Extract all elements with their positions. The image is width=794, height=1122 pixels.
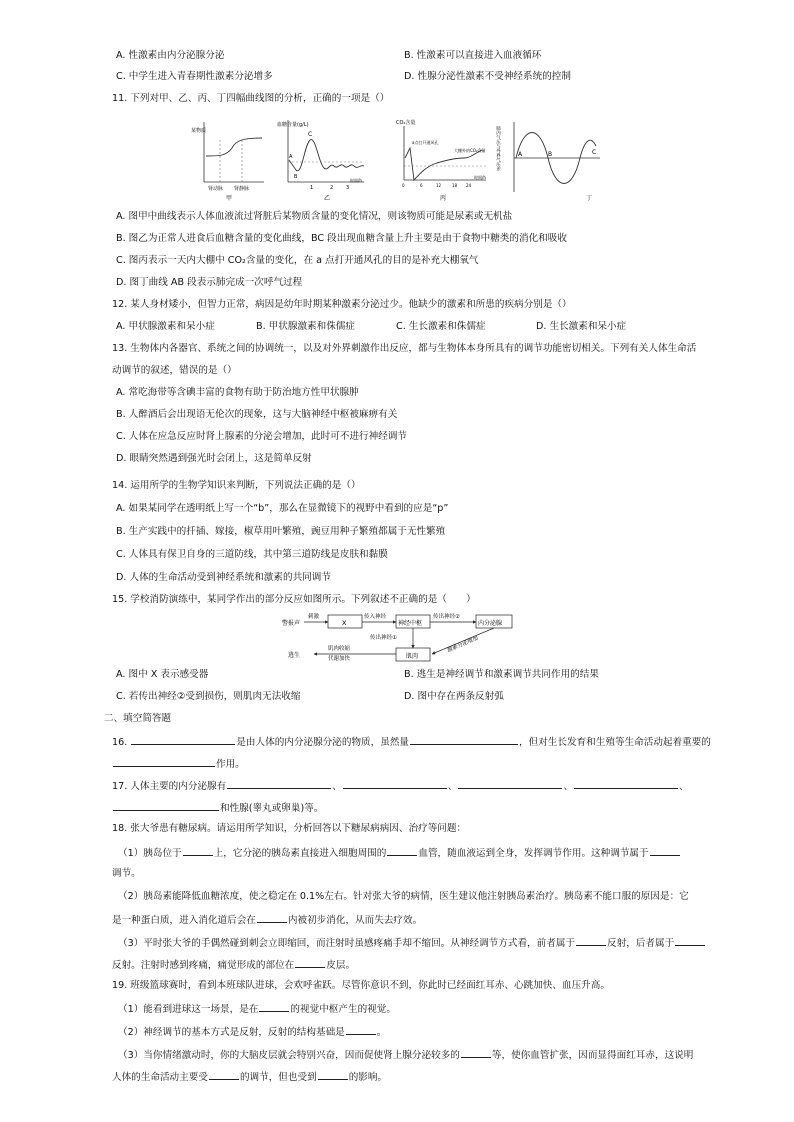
figure-jia (190, 118, 268, 202)
jia-x2: 肾静脉 (234, 186, 250, 192)
q10-option-c: C. 中学生进入青春期性激素分泌增多 (116, 71, 273, 82)
yi-ylabel: 血糖含量(g/L) (277, 122, 309, 128)
q19-p4-text-c: 的影响。 (348, 1072, 388, 1083)
bing-t18: 18 (452, 183, 458, 188)
q17-sep: 、 (679, 781, 689, 792)
q19-p3-text-b: 等，使你血管扩张，因而显得面红耳赤，这说明 (491, 1050, 694, 1061)
q17-text-2: 和性腺(睾丸或卵巢)等。 (220, 803, 324, 814)
q19-blank-1[interactable] (259, 1002, 289, 1012)
q18-p2-cont (112, 913, 422, 927)
q17-sep: 、 (332, 781, 342, 792)
q13-option-a: A. 常吃海带等含碘丰富的食物有助于防治地方性甲状腺肿 (116, 387, 359, 398)
bing-caption: 丙 (440, 195, 447, 202)
ding-b: B (548, 151, 553, 158)
ding-c: C (592, 149, 597, 156)
q17-line2 (112, 801, 323, 815)
q18-blank-1[interactable] (183, 846, 213, 856)
q15-option-a: A. 图中 X 表示感受器 (116, 669, 209, 680)
q11-option-c: C. 图丙表示一天内大棚中 CO₂含量的变化，在 a 点打开通风孔的目的是补充大棚氧气 (116, 255, 479, 266)
q14-stem: 14. 运用所学的生物学知识来判断，下列说法正确的是（） (112, 480, 361, 491)
flow-contract1: 肌肉收缩 (328, 646, 351, 652)
flow-escape: 逃生 (288, 652, 301, 659)
q13-stem-line2: 动调节的叙述，错误的是（） (112, 365, 237, 376)
q16-blank-3[interactable] (113, 757, 215, 767)
flow-muscle: 肌肉 (406, 653, 419, 660)
flow-afferent: 传入神经 (364, 614, 387, 620)
flow-efferent2: 传出神经② (433, 614, 460, 620)
flow-hormone: 激素分泌增加 (446, 635, 480, 654)
q12-option-a: A. 甲状腺激素和呆小症 (116, 321, 215, 332)
q16-line2 (112, 757, 245, 771)
q18-p3-text-a: （3）平时张大爷的手偶然碰到刺会立即缩回，而注射时虽感疼痛手却不缩回。从神经调节方式看，前者属于 (118, 938, 576, 949)
bing-t0: 0 (402, 183, 405, 188)
bing-xlabel: 时间/h (474, 175, 486, 180)
yi-xlabel: 时间/h (350, 178, 362, 183)
q18-blank-2[interactable] (387, 846, 417, 856)
q13-stem-line1: 13. 生物体内各器官、系统之间的协调统一，以及对外界刺激作出反应，都与生物体本身所具有的调节功能密切相关。下列有关人体生命活 (112, 343, 697, 354)
flow-alarm: 警报声 (282, 620, 301, 627)
q17-blank-2[interactable] (343, 779, 447, 789)
q18-blank-5[interactable] (576, 936, 606, 946)
bing-legend: 大棚外的CO₂含量 (454, 148, 486, 153)
ding-a: A (518, 151, 523, 158)
q19-p2-text-b: 。 (376, 1027, 387, 1038)
flow-stim: 刺激 (308, 614, 320, 620)
yi-x3: 3 (346, 185, 350, 191)
flow-x: X (342, 619, 347, 627)
flow-contract2: 代谢加快 (328, 656, 351, 662)
q16-line1 (112, 735, 711, 749)
q11-option-b: B. 图乙为正常人进食后血糖含量的变化曲线，BC 段出现血糖含量上升主要是由于食物中糖类的消化和吸收 (116, 233, 567, 244)
q19-p4-text-b: 的调节，但也受到 (239, 1072, 317, 1083)
q17-sep: 、 (563, 781, 574, 792)
ding-caption: 丁 (586, 195, 593, 202)
yi-x1: 1 (310, 185, 314, 191)
q16-text-2: ，但对生长发育和生殖等生命活动起着重要的 (519, 737, 711, 748)
q18-p1-cont: 调节。 (112, 868, 141, 879)
q19-p2 (118, 1025, 386, 1039)
reflex-flow-diagram (282, 608, 522, 668)
q19-p1-text-a: （1）能看到进球这一场景，是在 (118, 1004, 259, 1015)
q11-option-d: D. 图丁曲线 AB 段表示肺完成一次呼气过程 (116, 277, 303, 288)
q11-option-a: A. 图甲中曲线表示人体血液流过肾脏后某物质含量的变化情况，则该物质可能是尿素或无机盐 (116, 211, 513, 222)
figure-yi (276, 116, 368, 204)
jia-x1: 肾动脉 (208, 186, 224, 192)
q14-option-d: D. 人体的生命活动受到神经系统和激素的共同调节 (116, 572, 331, 583)
q13-option-d: D. 眼睛突然遇到强光时会闭上，这是简单反射 (116, 453, 312, 464)
q17-blank-4[interactable] (574, 779, 678, 789)
flow-efferent1: 传出神经① (370, 635, 397, 641)
q13-option-c: C. 人体在应急反应时肾上腺素的分泌会增加，此时可不进行神经调节 (116, 431, 408, 442)
q18-p1 (118, 846, 681, 860)
q12-option-c: C. 生长激素和侏儒症 (396, 321, 486, 332)
q16-text-1: 是由人体的内分泌腺分泌的物质，虽然量 (236, 737, 410, 748)
figure-bing (394, 118, 490, 204)
q18-p1-text-b: 上，它分泌的胰岛素直接进入细胞周围的 (213, 848, 387, 859)
yi-a: A (289, 154, 293, 160)
q18-p1-text-a: （1）胰岛位于 (118, 848, 182, 859)
q10-option-d: D. 性腺分泌性激素不受神经系统的控制 (404, 71, 571, 82)
q16-text-3: 作用。 (216, 759, 245, 770)
q17-blank-1[interactable] (227, 779, 331, 789)
yi-b: B (294, 174, 298, 180)
q18-p2-text-c: 内被初步消化，从而失去疗效。 (287, 915, 423, 926)
q18-p1-text-c: 血管，随血液运到全身，发挥调节作用。这种调节属于 (418, 848, 649, 859)
q18-p2: （2）胰岛素能降低血糖浓度，使之稳定在 0.1%左右。针对张大爷的病情，医生建议他注射胰岛素治疗。胰岛素不能口服的原因是：它 (118, 891, 689, 902)
q16-blank-2[interactable] (410, 735, 518, 745)
q18-p2-text-b: 是一种蛋白质，进入消化道后会在 (112, 915, 256, 926)
q18-stem: 18. 张大爷患有糖尿病。请运用所学知识，分析回答以下糖尿病病因、治疗等问题： (112, 823, 467, 834)
q18-blank-7[interactable] (295, 958, 325, 968)
q18-p3-text-d: 皮层。 (326, 960, 356, 971)
bing-ylabel: CO₂含量 (396, 120, 416, 126)
q19-p1-text-b: 的视觉中枢产生的视觉。 (290, 1004, 396, 1015)
q19-blank-3[interactable] (461, 1048, 491, 1058)
flow-center: 神经中枢 (398, 620, 423, 627)
q19-p4 (112, 1070, 387, 1084)
q19-p4-text-a: 人体的生命活动主要受 (112, 1072, 208, 1083)
bing-t24: 24 (466, 183, 472, 188)
q18-blank-3[interactable] (650, 846, 680, 856)
q18-p3-text-b: 反射，后者属于 (607, 938, 675, 949)
q19-p2-text-a: （2）神经调节的基本方式是反射，反射的结构基础是 (118, 1027, 345, 1038)
q18-p3 (118, 936, 706, 950)
ding-ylabel: 肺内气压与外界气压差 (496, 126, 501, 171)
q17-line1 (112, 779, 689, 793)
q16-blank-1[interactable] (131, 735, 235, 745)
q19-blank-5[interactable] (318, 1070, 348, 1080)
bing-t12: 12 (436, 183, 442, 188)
q14-option-b: B. 生产实践中的扦插、嫁接，椒草用叶繁殖，豌豆用种子繁殖都属于无性繁殖 (116, 526, 446, 537)
q16-number: 16. (112, 737, 128, 748)
q19-p1 (118, 1002, 396, 1016)
q17-blank-5[interactable] (113, 801, 219, 811)
q19-stem: 19. 班级篮球赛时，看到本班球队进球，会欢呼雀跃。尽管你意识不到，你此时已经面红耳赤、心跳加快、血压升高。 (112, 980, 610, 991)
yi-caption: 乙 (324, 195, 331, 202)
q17-sep: 、 (447, 781, 458, 792)
q11-stem: 11. 下列对甲、乙、丙、丁四幅曲线图的分析，正确的一项是（） (112, 93, 390, 104)
q15-option-b: B. 逃生是神经调节和激素调节共同作用的结果 (404, 669, 599, 680)
q10-option-a: A. 性激素由内分泌腺分泌 (116, 50, 225, 61)
bing-t6: 6 (420, 183, 423, 188)
q13-option-b: B. 人醉酒后会出现语无伦次的现象，这与大脑神经中枢被麻痹有关 (116, 409, 398, 420)
q18-blank-4[interactable] (257, 913, 287, 923)
q12-option-d: D. 生长激素和呆小症 (536, 321, 627, 332)
q15-option-d: D. 图中存在两条反射弧 (404, 691, 504, 702)
q12-stem: 12. 某人身材矮小，但智力正常，病因是幼年时期某种激素分泌过少。他缺少的激素和所患的疾病分别是（） (112, 299, 572, 310)
jia-caption: 甲 (226, 195, 233, 202)
q19-blank-2[interactable] (346, 1025, 376, 1035)
q14-option-c: C. 人体具有保卫自身的三道防线，其中第三道防线是皮肤和黏膜 (116, 549, 388, 560)
q10-option-b: B. 性激素可以直接进入血液循环 (404, 50, 542, 61)
bing-a-label: a点打开通风孔 (412, 140, 439, 145)
q14-option-a: A. 如果某同学在透明纸上写一个“b”，那么在显微镜下的视野中看到的应是“p” (116, 503, 449, 514)
q18-blank-6[interactable] (675, 936, 705, 946)
section-2-heading: 二、填空简答题 (104, 713, 172, 724)
q19-p3 (118, 1048, 693, 1062)
q19-blank-4[interactable] (209, 1070, 239, 1080)
q15-option-c: C. 若传出神经②受到损伤，则肌肉无法收缩 (116, 691, 301, 702)
figure-ding (496, 118, 606, 204)
q18-p3-cont (112, 958, 355, 972)
yi-c: C (308, 131, 313, 138)
q19-p3-text-a: （3）当你情绪激动时，你的大脑皮层就会特别兴奋，因而促使肾上腺分泌较多的 (118, 1050, 460, 1061)
q15-stem: 15. 学校消防演练中，某同学作出的部分反应如图所示。下列叙述不正确的是（ ） (112, 594, 476, 605)
jia-ylabel: 某物质 (191, 128, 207, 134)
q17-text-1: 17. 人体主要的内分泌腺有 (112, 781, 227, 792)
q18-p3-text-c: 反射。注射时感到疼痛，痛觉形成的部位在 (112, 960, 295, 971)
flow-endocrine: 内分泌腺 (478, 620, 503, 627)
q12-option-b: B. 甲状腺激素和侏儒症 (256, 321, 356, 332)
q12-options (116, 321, 676, 333)
yi-x2: 2 (330, 185, 334, 191)
q17-blank-3[interactable] (458, 779, 562, 789)
